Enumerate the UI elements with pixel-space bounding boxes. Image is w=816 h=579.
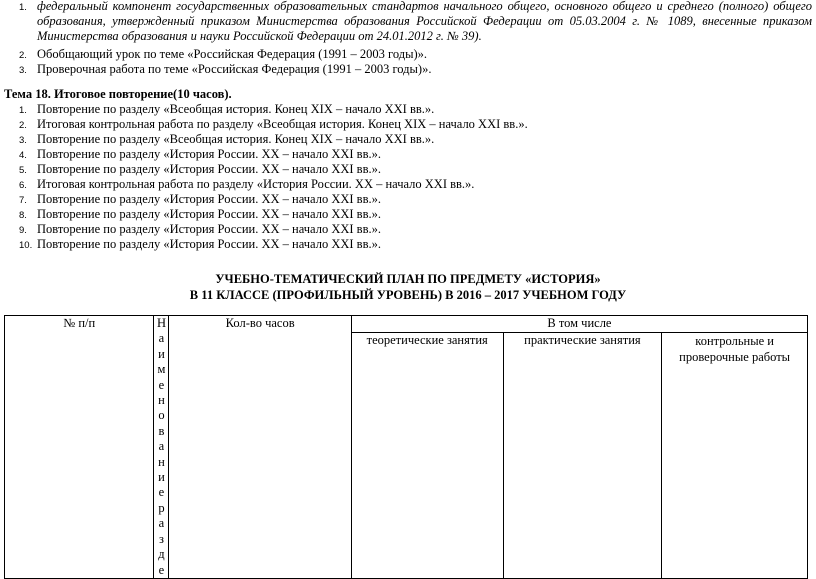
list-text: Повторение по разделу «История России. XX – начало XXI вв.». xyxy=(37,162,381,176)
header-hours: Кол-во часов xyxy=(169,316,351,579)
list-text: Проверочная работа по теме «Российская Федерация (1991 – 2003 годы)». xyxy=(37,62,432,76)
list-number: 6. xyxy=(19,180,27,191)
vertical-letter: и xyxy=(158,346,165,361)
list-item xyxy=(0,147,816,162)
vertical-letter: н xyxy=(158,454,165,469)
header-practice: практические занятия xyxy=(503,333,662,579)
topic-heading: Тема 18. Итоговое повторение(10 часов). xyxy=(4,87,232,101)
header-section-name xyxy=(154,316,169,579)
list-text: Повторение по разделу «История России. XX – начало XXI вв.». xyxy=(37,207,381,221)
header-including: В том числе xyxy=(351,316,807,333)
vertical-letter: е xyxy=(158,485,165,500)
list-number: 8. xyxy=(19,210,27,221)
list-text: Повторение по разделу «История России. XX – начало XXI вв.». xyxy=(37,237,381,251)
list-number: 9. xyxy=(19,225,27,236)
lesson-list xyxy=(0,102,816,252)
vertical-letter: д xyxy=(158,547,165,562)
list-number: 3. xyxy=(19,135,27,146)
vertical-letter: в xyxy=(158,423,165,438)
list-number: 1. xyxy=(19,2,27,13)
list-text: федеральный компонент государственных образовательных стандартов начального общего, основного общего и среднего (полного) общего образования, утвержденный приказом Министерства образования Российской Федерации от 05.03.2004 г. № 1089, внесенные приказом Министерства образования и науки Российской Федерации от 24.01.2012 г. № 39). xyxy=(37,0,812,43)
list-item xyxy=(0,207,816,222)
list-text: Повторение по разделу «История России. XX – начало XXI вв.». xyxy=(37,147,381,161)
list-item xyxy=(0,117,816,132)
plan-title: УЧЕБНО-ТЕМАТИЧЕСКИЙ ПЛАН ПО ПРЕДМЕТУ «ИСТОРИЯ» xyxy=(215,272,601,286)
list-item xyxy=(0,102,816,117)
list-number: 10. xyxy=(19,240,33,251)
list-text: Итоговая контрольная работа по разделу «Всеобщая история. Конец XIX – начало XXI вв.». xyxy=(37,117,528,131)
vertical-letter: м xyxy=(157,362,166,377)
list-text: Повторение по разделу «Всеобщая история. Конец XIX – начало XXI вв.». xyxy=(37,132,435,146)
vertical-letter: е xyxy=(158,377,165,392)
vertical-letter: и xyxy=(158,470,165,485)
list-number: 1. xyxy=(19,105,27,116)
list-item xyxy=(0,162,816,177)
vertical-letter: а xyxy=(158,439,165,454)
plan-table xyxy=(4,315,808,579)
list-number: 5. xyxy=(19,165,27,176)
list-number: 2. xyxy=(19,50,27,61)
list-text: Обобщающий урок по теме «Российская Федерация (1991 – 2003 годы)». xyxy=(37,47,428,61)
list-item xyxy=(0,192,816,207)
header-number: № п/п xyxy=(5,316,154,579)
list-item xyxy=(0,237,816,252)
vertical-letter: е xyxy=(158,562,165,577)
list-item xyxy=(0,177,816,192)
list-text: Повторение по разделу «История России. XX – начало XXI вв.». xyxy=(37,192,381,206)
plan-subtitle: В 11 КЛАССЕ (ПРОФИЛЬНЫЙ УРОВЕНЬ) В 2016 – 2017 УЧЕБНОМ ГОДУ xyxy=(189,288,627,302)
list-item xyxy=(0,132,816,147)
list-item xyxy=(0,62,816,77)
list-text: Повторение по разделу «Всеобщая история. Конец XIX – начало XXI вв.». xyxy=(37,102,435,116)
vertical-letter: Н xyxy=(156,316,166,330)
list-text: Повторение по разделу «История России. XX – начало XXI вв.». xyxy=(37,222,381,236)
header-theory: теоретические занятия xyxy=(351,333,503,579)
list-text: Итоговая контрольная работа по разделу «История России. XX – начало XXI вв.». xyxy=(37,177,475,191)
vertical-letter: а xyxy=(158,331,165,346)
vertical-letters xyxy=(154,316,168,578)
vertical-letter: н xyxy=(158,393,165,408)
list-number: 2. xyxy=(19,120,27,131)
vertical-letter: а xyxy=(158,516,165,531)
header-control: контрольные и проверочные работы xyxy=(662,333,808,579)
list-number: 4. xyxy=(19,150,27,161)
vertical-letter: о xyxy=(158,408,165,423)
list-item xyxy=(0,0,816,44)
list-number: 3. xyxy=(19,65,27,76)
curriculum-basis-list xyxy=(0,0,816,75)
vertical-letter: з xyxy=(158,531,164,546)
vertical-letter: р xyxy=(158,500,165,515)
list-item xyxy=(0,222,816,237)
list-item xyxy=(0,47,816,62)
list-number: 7. xyxy=(19,195,27,206)
